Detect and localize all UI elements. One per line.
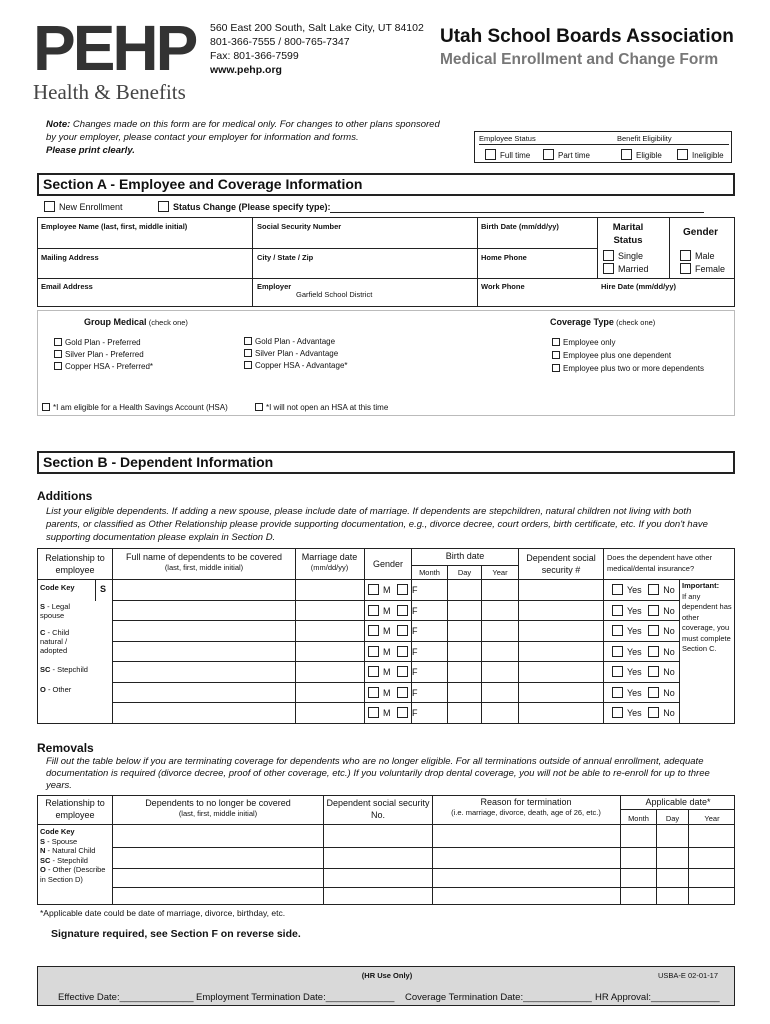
code-s — [40, 602, 92, 620]
coverage-plus-two-checkbox[interactable] — [552, 364, 560, 372]
yes-label: Yes — [627, 708, 642, 718]
dependent-other-insurance-5 — [612, 666, 675, 677]
hr-form-code: USBA-E 02-01-17 — [658, 971, 719, 980]
gender-f-label: F — [412, 708, 418, 718]
no-label: No — [663, 667, 675, 677]
no-checkbox[interactable] — [648, 687, 659, 698]
coverage-employee-only[interactable] — [552, 338, 615, 348]
dependent-other-insurance-1 — [612, 584, 675, 595]
yes-label: Yes — [627, 626, 642, 636]
plan-gold-preferred[interactable] — [54, 338, 141, 348]
plan-copper-advantage-label: Copper HSA - Advantage* — [255, 361, 348, 370]
col-name — [114, 552, 294, 572]
col-marriage-sub: (mm/dd/yy) — [310, 563, 349, 572]
important-label: Important: — [682, 581, 720, 590]
address-street: 560 East 200 South, Salt Lake City, UT 84102 — [210, 22, 424, 34]
r-col-year: Year — [704, 814, 720, 823]
plan-copper-advantage[interactable] — [244, 361, 348, 371]
yes-checkbox[interactable] — [612, 584, 623, 595]
email-field[interactable]: Email Address — [41, 282, 93, 291]
full-time-checkbox[interactable] — [485, 149, 496, 160]
gender-f-checkbox[interactable] — [397, 646, 408, 657]
col-other-insurance: Does the dependent have other medical/dental insurance? — [607, 553, 713, 573]
hsa-not-open-label: *I will not open an HSA at this time — [266, 403, 389, 412]
logo-tagline: Health & Benefits — [33, 80, 186, 104]
first-row-code: S — [100, 584, 107, 594]
important-note — [682, 581, 734, 655]
married-label: Married — [618, 264, 649, 274]
coverage-employee-only-checkbox[interactable] — [552, 338, 560, 346]
gender-m-checkbox[interactable] — [368, 605, 379, 616]
form-title: Medical Enrollment and Change Form — [440, 51, 719, 68]
no-label: No — [663, 626, 675, 636]
plan-silver-preferred-label: Silver Plan - Preferred — [65, 350, 144, 359]
plan-silver-advantage-checkbox[interactable] — [244, 349, 252, 357]
org-title: Utah School Boards Association — [440, 26, 734, 47]
no-label: No — [663, 585, 675, 595]
removals-heading: Removals — [37, 741, 94, 755]
r-code-key — [40, 827, 112, 884]
female-option[interactable] — [680, 263, 725, 275]
address-block — [210, 21, 424, 77]
important-text: If any dependent has other coverage, you must complete Section C. — [682, 591, 732, 653]
col-marriage-label: Marriage date — [301, 552, 358, 562]
dependent-gender-5 — [368, 666, 418, 677]
note-label: Note: — [46, 119, 71, 130]
code-sc-key: SC — [40, 665, 51, 674]
r-col-ssn: Dependent social security No. — [326, 798, 430, 820]
note-text: Changes made on this form are for medical only. For changes to other plans sponsored by your employer, please contact your employer for information and forms. — [46, 119, 440, 143]
code-sc — [40, 665, 110, 674]
yes-checkbox[interactable] — [612, 625, 623, 636]
r-col-date: Applicable date* — [645, 797, 711, 807]
part-time-option[interactable] — [543, 149, 590, 161]
col-gender: Gender — [372, 559, 404, 569]
gender-m-label: M — [383, 606, 391, 616]
dependent-other-insurance-2 — [612, 605, 675, 616]
r-col-reason — [434, 797, 618, 817]
section-a-header: Section A - Employee and Coverage Information — [37, 173, 735, 196]
female-label: Female — [695, 264, 726, 274]
hr-effective-date[interactable]: Effective Date:______________ — [58, 992, 194, 1003]
hsa-eligible-label: *I am eligible for a Health Savings Account (HSA) — [53, 403, 228, 412]
r-code-sc-desc: - Stepchild — [52, 855, 88, 865]
code-o — [40, 685, 100, 694]
new-enrollment-label: New Enrollment — [59, 202, 123, 212]
male-label: Male — [695, 251, 715, 261]
r-code-o-desc: - Other (Describe in Section D) — [40, 865, 106, 884]
plan-copper-advantage-checkbox[interactable] — [244, 361, 252, 369]
gender-m-checkbox[interactable] — [368, 687, 379, 698]
eligible-checkbox[interactable] — [621, 149, 632, 160]
gender-m-checkbox[interactable] — [368, 646, 379, 657]
new-enrollment-option[interactable] — [44, 201, 123, 213]
coverage-type-label: Coverage Type — [550, 317, 614, 327]
hsa-not-open-option[interactable] — [255, 403, 388, 413]
married-checkbox[interactable] — [603, 263, 614, 274]
no-checkbox[interactable] — [648, 707, 659, 718]
dependent-other-insurance-7 — [612, 707, 675, 718]
note-print: Please print clearly. — [46, 145, 135, 156]
mailing-address-field[interactable]: Mailing Address — [41, 253, 99, 262]
plan-gold-advantage-checkbox[interactable] — [244, 337, 252, 345]
removals-text: Fill out the table below if you are terminating coverage for dependents who are no longer eligible. For all terminations outside of annual enrollment, adequate documentation is required (divorce decree, proof of other coverage, etc.) If you voluntarily drop dental coverage, you will not be able to re-enroll for up to three years. — [46, 756, 710, 791]
gender-f-label: F — [412, 647, 418, 657]
r-code-s-key: S — [40, 836, 46, 846]
r-col-reason-label: Reason for termination — [480, 797, 572, 807]
male-option[interactable] — [680, 250, 715, 262]
plan-silver-advantage[interactable] — [244, 349, 338, 359]
logo-letters: PEHP — [33, 12, 196, 84]
dependent-gender-2 — [368, 605, 418, 616]
status-change-checkbox[interactable] — [158, 201, 169, 212]
dependent-gender-4 — [368, 646, 418, 657]
plan-silver-preferred-checkbox[interactable] — [54, 350, 62, 358]
no-label: No — [663, 647, 675, 657]
yes-label: Yes — [627, 688, 642, 698]
col-month: Month — [419, 568, 440, 577]
gender-f-label: F — [412, 688, 418, 698]
plan-gold-advantage-label: Gold Plan - Advantage — [255, 337, 336, 346]
status-change-line[interactable] — [330, 212, 704, 213]
hsa-not-open-checkbox[interactable] — [255, 403, 263, 411]
female-checkbox[interactable] — [680, 263, 691, 274]
eligible-label: Eligible — [636, 151, 662, 160]
married-option[interactable] — [603, 263, 649, 275]
coverage-plus-one-label: Employee plus one dependent — [563, 351, 672, 360]
r-col-name-label: Dependents to no longer be covered — [145, 798, 291, 808]
address-fax: Fax: 801-366-7599 — [210, 50, 299, 62]
no-checkbox[interactable] — [648, 605, 659, 616]
r-code-o-key: O — [40, 865, 46, 874]
applicable-date-note: *Applicable date could be date of marriage, divorce, birthday, etc. — [40, 908, 286, 918]
ineligible-option[interactable] — [677, 149, 724, 161]
gender-f-label: F — [412, 606, 418, 616]
code-o-key: O — [40, 685, 46, 694]
r-code-n-desc: - Natural Child — [47, 846, 96, 855]
additions-heading: Additions — [37, 489, 93, 503]
code-o-desc: - Other — [47, 685, 72, 694]
gender-label: Gender — [683, 227, 719, 238]
code-c — [40, 628, 90, 655]
coverage-type-heading — [550, 317, 655, 328]
r-col-name-sub: (last, first, middle initial) — [178, 809, 258, 818]
yes-checkbox[interactable] — [612, 666, 623, 677]
r-code-s-desc: - Spouse — [47, 836, 78, 846]
hr-use-box — [37, 966, 735, 1006]
part-time-label: Part time — [558, 151, 591, 160]
code-s-desc: - Legal spouse — [40, 602, 71, 620]
col-birth: Birth date — [445, 551, 485, 561]
coverage-plus-one[interactable] — [552, 351, 671, 361]
full-time-option[interactable] — [485, 149, 530, 161]
no-label: No — [663, 606, 675, 616]
coverage-plus-one-checkbox[interactable] — [552, 351, 560, 359]
marital-status-label: Marital Status — [612, 222, 644, 246]
status-box — [474, 131, 732, 163]
r-col-relationship: Relationship to employee — [45, 798, 105, 820]
additions-text: List your eligible dependents. If adding a new spouse, please include date of marriage. If dependents are stepchildren, natural children not living with both parents, or classified as Other Relationship please provide supporting documentation, e.g., divorce decree, court orders, birth certificate, etc. If you don't have supporting documentation please explain in Section D. — [46, 506, 708, 543]
employer-label: Employer — [257, 282, 292, 291]
part-time-checkbox[interactable] — [543, 149, 554, 160]
home-phone-field[interactable]: Home Phone — [481, 253, 527, 262]
new-enrollment-checkbox[interactable] — [44, 201, 55, 212]
r-col-month: Month — [628, 814, 649, 823]
male-checkbox[interactable] — [680, 250, 691, 261]
hr-title: (HR Use Only) — [361, 971, 413, 980]
eligible-option[interactable] — [621, 149, 662, 161]
status-change-label: Status Change (Please specify type): — [173, 202, 331, 212]
no-checkbox[interactable] — [648, 584, 659, 595]
benefit-eligibility-label: Benefit Eligibility — [617, 134, 672, 143]
r-code-n — [40, 846, 112, 856]
gender-m-label: M — [383, 688, 391, 698]
gender-f-checkbox[interactable] — [397, 605, 408, 616]
work-phone-field[interactable]: Work Phone — [481, 282, 525, 291]
city-state-zip-field[interactable]: City / State / Zip — [257, 253, 314, 262]
gender-f-checkbox[interactable] — [397, 666, 408, 677]
gender-f-checkbox[interactable] — [397, 687, 408, 698]
gender-m-checkbox[interactable] — [368, 625, 379, 636]
gender-m-checkbox[interactable] — [368, 707, 379, 718]
col-ssn: Dependent social security # — [526, 553, 596, 575]
coverage-employee-only-label: Employee only — [563, 338, 616, 347]
hsa-eligible-option[interactable] — [42, 403, 228, 413]
ineligible-checkbox[interactable] — [677, 149, 688, 160]
address-phone: 801-366-7555 / 800-765-7347 — [210, 36, 350, 48]
yes-label: Yes — [627, 606, 642, 616]
gender-m-checkbox[interactable] — [368, 584, 379, 595]
ssn-field[interactable]: Social Security Number — [257, 222, 342, 231]
r-code-s — [40, 837, 112, 847]
hr-coverage-termination[interactable]: Coverage Termination Date:_____________ — [405, 992, 592, 1003]
coverage-plus-two-label: Employee plus two or more dependents — [563, 364, 704, 373]
status-change-option[interactable] — [158, 201, 331, 213]
r-code-o — [40, 865, 112, 884]
group-medical-note: (check one) — [148, 318, 188, 327]
no-checkbox[interactable] — [648, 646, 659, 657]
signature-note: Signature required, see Section F on reverse side. — [51, 928, 301, 940]
pehp-logo — [33, 12, 205, 104]
employee-status-label: Employee Status — [479, 134, 536, 143]
no-label: No — [663, 708, 675, 718]
gender-m-label: M — [383, 647, 391, 657]
yes-label: Yes — [627, 647, 642, 657]
group-medical-label: Group Medical — [84, 317, 147, 327]
hr-approval[interactable]: HR Approval:_____________ — [595, 992, 720, 1003]
address-web: www.pehp.org — [210, 64, 282, 76]
dependent-gender-7 — [368, 707, 418, 718]
ineligible-label: Ineligible — [692, 151, 724, 160]
dependent-gender-1 — [368, 584, 418, 595]
r-col-name — [114, 798, 322, 818]
code-sc-desc: - Stepchild — [52, 665, 88, 674]
yes-checkbox[interactable] — [612, 605, 623, 616]
section-b-header: Section B - Dependent Information — [37, 451, 735, 474]
hsa-eligible-checkbox[interactable] — [42, 403, 50, 411]
employee-name-field[interactable]: Employee Name (last, first, middle initial) — [41, 222, 188, 231]
single-option[interactable] — [603, 250, 643, 262]
employer-value[interactable]: Garfield School District — [296, 290, 373, 299]
plan-gold-preferred-label: Gold Plan - Preferred — [65, 338, 141, 347]
r-code-sc — [40, 856, 112, 866]
gender-m-label: M — [383, 667, 391, 677]
col-relationship: Relationship to employee — [45, 553, 105, 575]
code-c-key: C — [40, 628, 46, 637]
no-label: No — [663, 688, 675, 698]
yes-checkbox[interactable] — [612, 687, 623, 698]
gender-f-label: F — [412, 585, 418, 595]
gender-m-label: M — [383, 626, 391, 636]
r-col-day: Day — [665, 814, 680, 823]
plan-copper-preferred-checkbox[interactable] — [54, 362, 62, 370]
plan-silver-advantage-label: Silver Plan - Advantage — [255, 349, 339, 358]
yes-checkbox[interactable] — [612, 707, 623, 718]
r-code-sc-key: SC — [40, 855, 51, 865]
no-checkbox[interactable] — [648, 666, 659, 677]
gender-m-label: M — [383, 708, 391, 718]
col-marriage — [296, 552, 363, 572]
gender-f-checkbox[interactable] — [397, 625, 408, 636]
dependent-other-insurance-4 — [612, 646, 675, 657]
coverage-plus-two[interactable] — [552, 364, 704, 374]
group-medical-heading — [84, 317, 188, 328]
plan-gold-preferred-checkbox[interactable] — [54, 338, 62, 346]
gender-f-label: F — [412, 626, 418, 636]
no-checkbox[interactable] — [648, 625, 659, 636]
single-checkbox[interactable] — [603, 250, 614, 261]
r-code-n-key: N — [40, 846, 46, 855]
gender-f-label: F — [412, 667, 418, 677]
single-label: Single — [618, 251, 644, 261]
dependent-gender-6 — [368, 687, 418, 698]
r-code-key-label: Code Key — [40, 827, 75, 836]
code-s-key: S — [40, 602, 46, 611]
plan-copper-preferred-label: Copper HSA - Preferred* — [65, 362, 154, 371]
note-block — [46, 118, 446, 157]
hire-date-field[interactable]: Hire Date (mm/dd/yy) — [601, 282, 677, 291]
hr-employment-termination[interactable]: Employment Termination Date:_____________ — [196, 992, 395, 1003]
col-name-label: Full name of dependents to be covered — [125, 552, 283, 562]
gender-f-checkbox[interactable] — [397, 707, 408, 718]
col-day: Day — [457, 568, 472, 577]
yes-label: Yes — [627, 667, 642, 677]
plan-gold-advantage[interactable] — [244, 337, 335, 347]
plan-copper-preferred[interactable] — [54, 362, 153, 372]
gender-m-label: M — [383, 585, 391, 595]
col-year: Year — [492, 568, 508, 577]
full-time-label: Full time — [500, 151, 531, 160]
coverage-type-note: (check one) — [616, 318, 656, 327]
r-col-reason-sub: (i.e. marriage, divorce, death, age of 26, etc.) — [451, 808, 601, 817]
col-name-sub: (last, first, middle initial) — [164, 563, 244, 572]
dependent-other-insurance-3 — [612, 625, 675, 636]
gender-f-checkbox[interactable] — [397, 584, 408, 595]
gender-m-checkbox[interactable] — [368, 666, 379, 677]
plan-silver-preferred[interactable] — [54, 350, 144, 360]
birth-date-field[interactable]: Birth Date (mm/dd/yy) — [481, 222, 559, 231]
code-c-desc: - Child natural / adopted — [40, 628, 70, 655]
yes-label: Yes — [627, 585, 642, 595]
dependent-other-insurance-6 — [612, 687, 675, 698]
dependent-gender-3 — [368, 625, 418, 636]
code-key-label: Code Key — [40, 583, 75, 592]
yes-checkbox[interactable] — [612, 646, 623, 657]
